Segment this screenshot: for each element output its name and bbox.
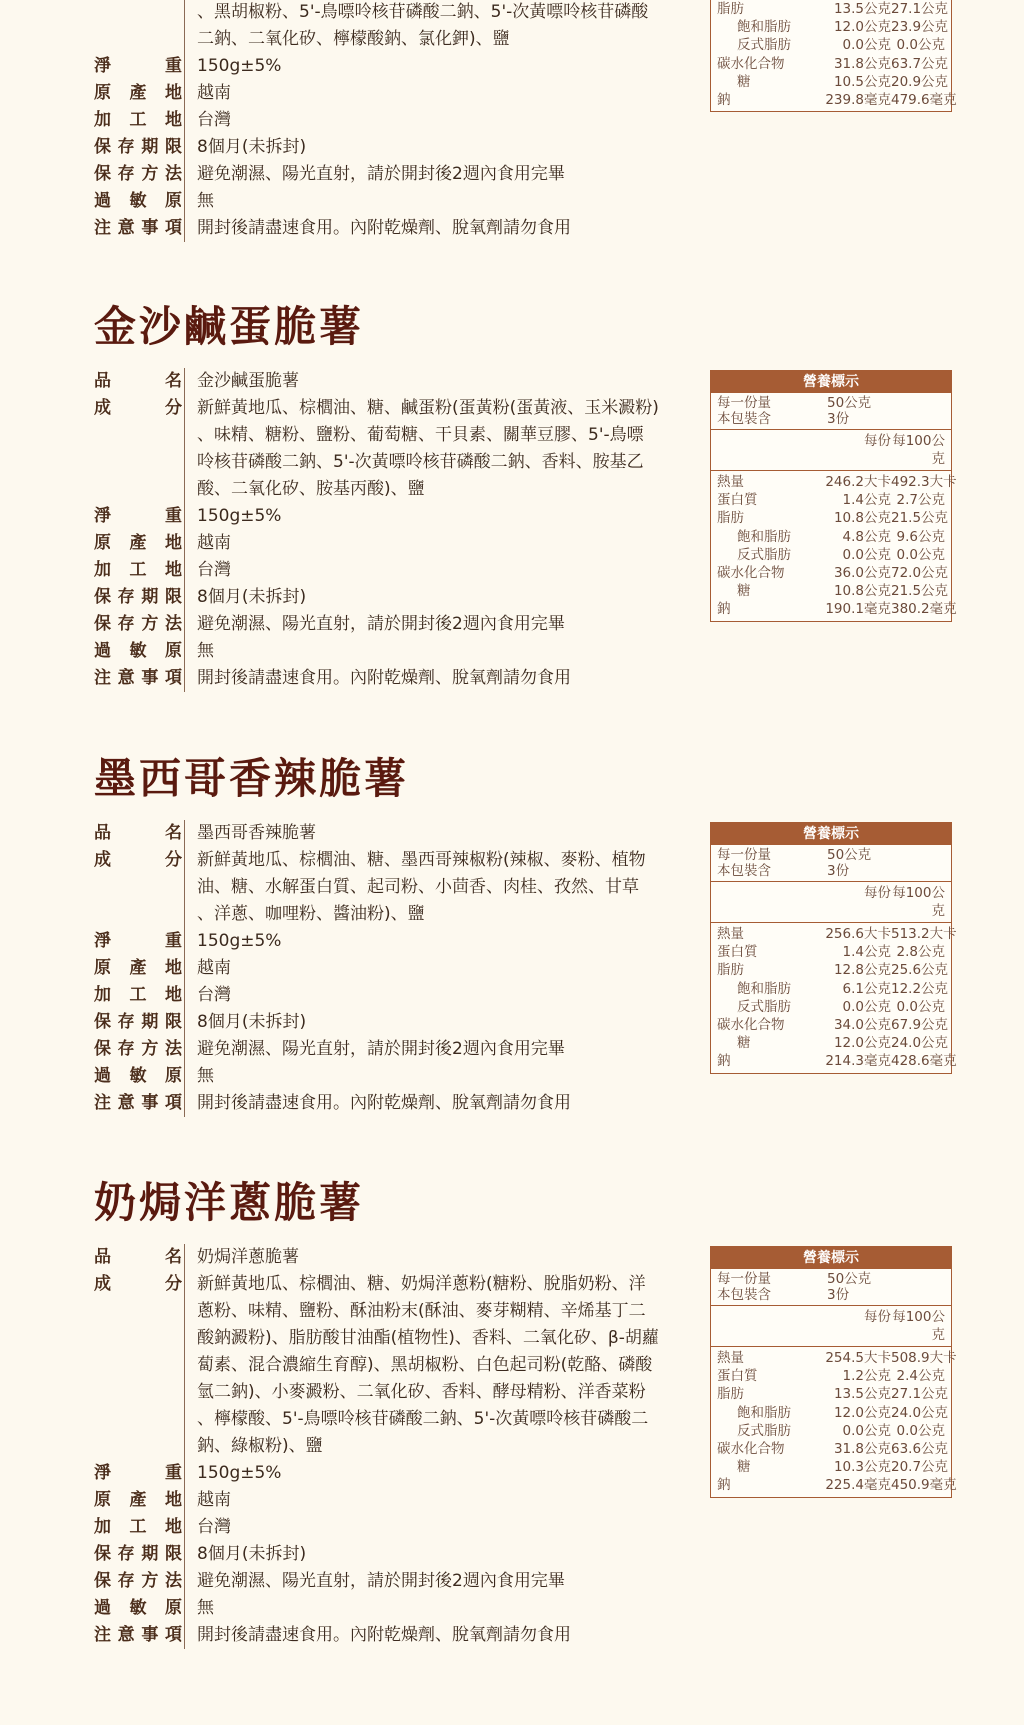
nutrition-row: 糖 10.8公克 21.5公克 (737, 583, 949, 600)
allergen-label: 過 敏 原 (94, 1598, 182, 1618)
weight-row (94, 1460, 694, 1487)
ingredients-value: 新鮮黃地瓜、棕櫚油、糖、奶焗洋蔥粉(糖粉、脫脂奶粉、洋 蔥粉、味精、鹽粉、酥油粉末(酥油、麥芽糊精、辛烯基丁二 酸鈉澱粉)、脂肪酸甘油酯(植物性)、香料、二氧化矽、β-胡蘿 蔔素、混合濃縮生育醇)、黑胡椒粉、白色起司粉(乾酪、磷酸 氫二鈉)、小麥澱粉、二氧化矽、香料、酵母精粉、洋香菜粉 、檸檬酸、5'-鳥嘌呤核苷磷酸二鈉、5'-次黃嘌呤核苷磷酸二 鈉、綠椒粉)、鹽 (184, 1271, 694, 1460)
nutrition-row: 反式脂肪 0.0公克 0.0公克 (737, 546, 945, 563)
processing-row (94, 982, 694, 1009)
product-info (94, 820, 694, 1117)
name-label: 品 名 (94, 371, 182, 391)
nutrition-row: 糖 10.5公克 20.9公克 (737, 73, 949, 90)
nutrition-row: 脂肪 12.8公克 25.6公克 (717, 962, 949, 979)
name-value: 奶焗洋蔥脆薯 (184, 1244, 694, 1271)
origin-row (94, 80, 694, 107)
ingredients-row (94, 1271, 694, 1460)
storage-row (94, 161, 694, 188)
shelf-life-value: 8個月(未拆封) (184, 584, 694, 611)
nutrition-row: 熱量 254.5大卡 508.9大卡 (717, 1350, 957, 1366)
notes-row (94, 215, 694, 242)
ingredients-value: 、黑胡椒粉、5'-鳥嘌呤核苷磷酸二鈉、5'-次黃嘌呤核苷磷酸 二鈉、二氧化矽、檸檬酸鈉、氯化鉀)、鹽 (184, 0, 694, 53)
allergen-row (94, 1595, 694, 1622)
weight-value: 150g±5% (184, 928, 694, 955)
origin-value: 越南 (184, 80, 694, 107)
nutrition-row: 糖 12.0公克 24.0公克 (737, 1035, 949, 1052)
weight-label: 淨 重 (94, 931, 182, 951)
serving-info: 每一份量 50公克 本包裝含 3份 (711, 1269, 951, 1306)
shelf-life-row (94, 1541, 694, 1568)
ingredients-value: 新鮮黃地瓜、棕櫚油、糖、墨西哥辣椒粉(辣椒、麥粉、植物 油、糖、水解蛋白質、起司粉、小茴香、肉桂、孜然、甘草 、洋蔥、咖哩粉、醬油粉)、鹽 (184, 847, 694, 928)
nutrition-column-header: 每份 每100公克 (711, 1306, 951, 1347)
storage-label: 保 存 方 法 (94, 1571, 182, 1591)
nutrition-row: 飽和脂肪 6.1公克 12.2公克 (737, 980, 949, 997)
storage-value: 避免潮濕、陽光直射，請於開封後2週內食用完畢 (184, 161, 694, 188)
nutrition-row: 脂肪 13.5公克 27.1公克 (717, 1386, 949, 1403)
weight-row (94, 928, 694, 955)
processing-row (94, 1514, 694, 1541)
origin-label: 原 產 地 (94, 83, 182, 103)
product-info (94, 368, 694, 692)
nutrition-row: 碳水化合物 34.0公克 67.9公克 (717, 1017, 949, 1034)
notes-label: 注 意 事 項 (94, 218, 182, 238)
nutrition-column-header: 每份 每100公克 (711, 882, 951, 923)
product-title: 金沙鹹蛋脆薯 (94, 302, 365, 351)
nutrition-table (710, 0, 957, 112)
allergen-value: 無 (184, 1063, 694, 1090)
product-info (94, 1244, 694, 1649)
storage-value: 避免潮濕、陽光直射，請於開封後2週內食用完畢 (184, 1568, 694, 1595)
origin-label: 原 產 地 (94, 1490, 182, 1510)
processing-row (94, 557, 694, 584)
nutrition-row: 熱量 256.6大卡 513.2大卡 (717, 926, 957, 942)
notes-label: 注 意 事 項 (94, 668, 182, 688)
notes-row (94, 1090, 694, 1117)
notes-row (94, 1622, 694, 1649)
serving-info: 每一份量 50公克 本包裝含 3份 (711, 393, 951, 430)
origin-row (94, 530, 694, 557)
name-row (94, 1244, 694, 1271)
shelf-life-value: 8個月(未拆封) (184, 134, 694, 161)
nutrition-row: 熱量 246.2大卡 492.3大卡 (717, 474, 957, 490)
name-value: 墨西哥香辣脆薯 (184, 820, 694, 847)
storage-value: 避免潮濕、陽光直射，請於開封後2週內食用完畢 (184, 1036, 694, 1063)
shelf-life-row (94, 134, 694, 161)
partial-product-info (94, 0, 694, 242)
ingredients-row (94, 0, 694, 53)
nutrition-row: 碳水化合物 31.8公克 63.7公克 (717, 55, 949, 72)
origin-label: 原 產 地 (94, 533, 182, 553)
shelf-life-row (94, 584, 694, 611)
allergen-label: 過 敏 原 (94, 191, 182, 211)
allergen-label: 過 敏 原 (94, 641, 182, 661)
nutrition-row: 蛋白質 1.4公克 2.8公克 (717, 944, 945, 961)
nutrition-header: 營養標示 (711, 823, 951, 845)
nutrition-row: 碳水化合物 31.8公克 63.6公克 (717, 1441, 949, 1458)
ingredients-label: 成 分 (94, 398, 182, 418)
storage-label: 保 存 方 法 (94, 1039, 182, 1059)
ingredients-row (94, 847, 694, 928)
nutrition-row: 反式脂肪 0.0公克 0.0公克 (737, 37, 945, 54)
name-row (94, 368, 694, 395)
allergen-row (94, 1063, 694, 1090)
nutrition-row: 反式脂肪 0.0公克 0.0公克 (737, 1422, 945, 1439)
notes-value: 開封後請盡速食用。內附乾燥劑、脫氧劑請勿食用 (184, 665, 694, 692)
name-value: 金沙鹹蛋脆薯 (184, 368, 694, 395)
nutrition-row: 飽和脂肪 4.8公克 9.6公克 (737, 528, 945, 545)
nutrition-table (710, 370, 957, 622)
processing-value: 台灣 (184, 1514, 694, 1541)
ingredients-label: 成 分 (94, 1274, 182, 1294)
nutrition-row: 脂肪 10.8公克 21.5公克 (717, 510, 949, 527)
serving-info: 每一份量 50公克 本包裝含 3份 (711, 845, 951, 882)
weight-label: 淨 重 (94, 506, 182, 526)
ingredients-label: 成 分 (94, 850, 182, 870)
origin-label: 原 產 地 (94, 958, 182, 978)
allergen-row (94, 188, 694, 215)
nutrition-row: 飽和脂肪 12.0公克 23.9公克 (737, 19, 949, 36)
nutrition-column-header: 每份 每100公克 (711, 430, 951, 471)
processing-label: 加 工 地 (94, 560, 182, 580)
nutrition-row: 蛋白質 1.2公克 2.4公克 (717, 1368, 945, 1385)
nutrition-row: 鈉 190.1毫克 380.2毫克 (717, 601, 957, 618)
notes-label: 注 意 事 項 (94, 1625, 182, 1645)
processing-label: 加 工 地 (94, 985, 182, 1005)
storage-row (94, 1036, 694, 1063)
nutrition-header: 營養標示 (711, 1247, 951, 1269)
storage-value: 避免潮濕、陽光直射，請於開封後2週內食用完畢 (184, 611, 694, 638)
nutrition-row: 鈉 225.4毫克 450.9毫克 (717, 1477, 957, 1494)
shelf-life-label: 保 存 期 限 (94, 1544, 182, 1564)
allergen-value: 無 (184, 638, 694, 665)
storage-row (94, 611, 694, 638)
nutrition-row: 糖 10.3公克 20.7公克 (737, 1459, 949, 1476)
shelf-life-value: 8個月(未拆封) (184, 1541, 694, 1568)
storage-row (94, 1568, 694, 1595)
nutrition-row: 飽和脂肪 12.0公克 24.0公克 (737, 1404, 949, 1421)
nutrition-row: 鈉 214.3毫克 428.6毫克 (717, 1053, 957, 1070)
processing-value: 台灣 (184, 557, 694, 584)
processing-label: 加 工 地 (94, 110, 182, 130)
notes-value: 開封後請盡速食用。內附乾燥劑、脫氧劑請勿食用 (184, 1622, 694, 1649)
nutrition-row: 碳水化合物 36.0公克 72.0公克 (717, 565, 949, 582)
origin-value: 越南 (184, 530, 694, 557)
weight-label: 淨 重 (94, 56, 182, 76)
allergen-label: 過 敏 原 (94, 1066, 182, 1086)
shelf-life-label: 保 存 期 限 (94, 137, 182, 157)
nutrition-table (710, 1246, 957, 1498)
product-title: 墨西哥香辣脆薯 (94, 754, 410, 803)
processing-label: 加 工 地 (94, 1517, 182, 1537)
processing-value: 台灣 (184, 107, 694, 134)
notes-row (94, 665, 694, 692)
notes-value: 開封後請盡速食用。內附乾燥劑、脫氧劑請勿食用 (184, 1090, 694, 1117)
origin-value: 越南 (184, 955, 694, 982)
storage-label: 保 存 方 法 (94, 614, 182, 634)
shelf-life-label: 保 存 期 限 (94, 1012, 182, 1032)
nutrition-table (710, 822, 957, 1074)
shelf-life-value: 8個月(未拆封) (184, 1009, 694, 1036)
nutrition-row: 反式脂肪 0.0公克 0.0公克 (737, 998, 945, 1015)
notes-value: 開封後請盡速食用。內附乾燥劑、脫氧劑請勿食用 (184, 215, 694, 242)
nutrition-header: 營養標示 (711, 371, 951, 393)
origin-row (94, 955, 694, 982)
weight-value: 150g±5% (184, 1460, 694, 1487)
weight-label: 淨 重 (94, 1463, 182, 1483)
name-row (94, 820, 694, 847)
ingredients-row (94, 395, 694, 503)
origin-row (94, 1487, 694, 1514)
weight-value: 150g±5% (184, 53, 694, 80)
weight-value: 150g±5% (184, 503, 694, 530)
weight-row (94, 53, 694, 80)
nutrition-row: 鈉 239.8毫克 479.6毫克 (717, 92, 957, 109)
allergen-row (94, 638, 694, 665)
processing-row (94, 107, 694, 134)
shelf-life-label: 保 存 期 限 (94, 587, 182, 607)
allergen-value: 無 (184, 188, 694, 215)
origin-value: 越南 (184, 1487, 694, 1514)
allergen-value: 無 (184, 1595, 694, 1622)
shelf-life-row (94, 1009, 694, 1036)
nutrition-row: 脂肪 13.5公克 27.1公克 (717, 1, 949, 17)
ingredients-value: 新鮮黃地瓜、棕櫚油、糖、鹹蛋粉(蛋黃粉(蛋黃液、玉米澱粉) 、味精、糖粉、鹽粉、葡萄糖、干貝素、關華豆膠、5'-鳥嘌 呤核苷磷酸二鈉、5'-次黃嘌呤核苷磷酸二鈉、香料、胺基乙 酸、二氧化矽、胺基丙酸)、鹽 (184, 395, 694, 503)
product-title: 奶焗洋蔥脆薯 (94, 1178, 365, 1227)
name-label: 品 名 (94, 1247, 182, 1267)
notes-label: 注 意 事 項 (94, 1093, 182, 1113)
weight-row (94, 503, 694, 530)
nutrition-row: 蛋白質 1.4公克 2.7公克 (717, 492, 945, 509)
processing-value: 台灣 (184, 982, 694, 1009)
storage-label: 保 存 方 法 (94, 164, 182, 184)
name-label: 品 名 (94, 823, 182, 843)
